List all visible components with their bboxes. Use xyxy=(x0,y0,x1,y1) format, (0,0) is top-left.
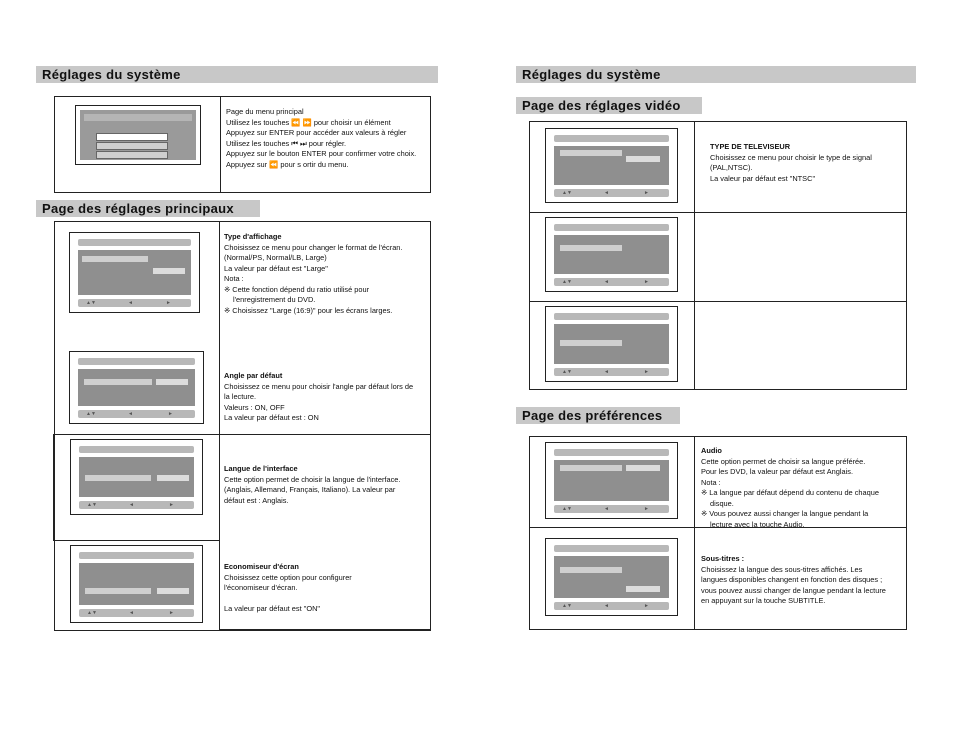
row-line: ※ Choisissez "Large (16:9)" pour les écrans larges. xyxy=(224,305,393,315)
border-bottom xyxy=(54,630,219,631)
default-angle-text xyxy=(224,371,434,424)
screen-value xyxy=(626,586,660,592)
screen-item xyxy=(560,567,622,573)
screen-nav-bar xyxy=(78,299,191,307)
divider xyxy=(220,97,221,192)
interface-language-text xyxy=(224,464,430,506)
instr-line: Appuyez sur ENTER pour accéder aux valeurs à régler xyxy=(226,128,407,137)
nav-left: ◄ xyxy=(604,369,609,375)
row-line xyxy=(224,594,430,605)
nav-left: ◄ xyxy=(604,603,609,609)
instr-line: Utilisez les touches ⏮ ⏭ pour régler. xyxy=(226,138,347,148)
border-left xyxy=(54,221,55,346)
screen-title-bar xyxy=(84,114,192,121)
screen-item xyxy=(84,379,152,385)
nav-left: ◄ xyxy=(604,190,609,196)
row-title: Type d'affichage xyxy=(224,232,282,241)
row-line: (Normal/PS, Normal/LB, Large) xyxy=(224,253,327,262)
row-default-angle-text-cell xyxy=(219,346,431,435)
divider xyxy=(219,435,220,540)
screen-item xyxy=(560,340,622,346)
nav-updown: ▲▼ xyxy=(86,300,96,306)
tv-type-text xyxy=(710,142,906,184)
subtitles-text xyxy=(701,554,906,607)
video-screen-3 xyxy=(545,306,678,382)
audio-text xyxy=(701,446,906,530)
video-screen-2 xyxy=(545,217,678,292)
screensaver-screen xyxy=(70,545,203,623)
section-header-system-left xyxy=(36,66,438,83)
row-line: Choisissez la langue des sous-titres affichés. Les xyxy=(701,564,863,574)
screen-value xyxy=(157,475,189,481)
row-line: défaut est : Anglais. xyxy=(224,495,289,505)
row-title: Audio xyxy=(701,446,722,455)
screen-title-bar xyxy=(554,135,669,142)
screen-value xyxy=(157,588,189,594)
row-line: (PAL,NTSC). xyxy=(710,163,753,172)
nav-right: ► xyxy=(644,603,649,609)
instr-line: Utilisez les touches ⏪ ⏩ pour choisir un élément xyxy=(226,117,391,127)
screen-value xyxy=(153,268,185,274)
audio-screen xyxy=(545,442,678,519)
screen-body xyxy=(554,235,669,274)
divider xyxy=(694,122,695,389)
screen-title-bar xyxy=(79,446,194,453)
screen-item xyxy=(85,475,151,481)
section-header-text: Page des préférences xyxy=(522,408,663,423)
screen-title-bar xyxy=(554,224,669,231)
instr-line: Page du menu principal xyxy=(226,107,304,116)
row-line: Cette option permet de choisir la langue de l'interface. xyxy=(224,474,401,484)
display-type-text xyxy=(224,232,430,316)
row-line: Valeurs : ON, OFF xyxy=(224,402,285,412)
row-line: Choisissez cette option pour configurer xyxy=(224,572,352,582)
screen-nav-bar xyxy=(554,278,669,286)
nav-right: ► xyxy=(644,279,649,285)
row-line: la lecture. xyxy=(224,392,257,401)
nav-left: ◄ xyxy=(128,300,133,306)
nav-updown: ▲▼ xyxy=(562,603,572,609)
row-title: Sous-titres : xyxy=(701,554,745,563)
nav-updown: ▲▼ xyxy=(86,411,96,417)
menu-option-2 xyxy=(96,142,168,150)
section-header-preferences xyxy=(516,407,680,424)
screen-value xyxy=(626,156,660,162)
nav-updown: ▲▼ xyxy=(87,502,97,508)
instr-line: Appuyez sur le bouton ENTER pour confirmer votre choix. xyxy=(226,149,417,158)
row-line: Nota : xyxy=(701,477,721,487)
divider xyxy=(694,437,695,629)
row-line: La valeur par défaut est "ON" xyxy=(224,604,321,613)
row-line: La valeur par défaut est "Large" xyxy=(224,263,328,273)
menu-option-1 xyxy=(96,133,168,141)
section-header-text: Page des réglages principaux xyxy=(42,201,234,216)
row-line: disque. xyxy=(710,498,734,508)
border-top xyxy=(54,221,219,222)
screen-title-bar xyxy=(79,552,194,559)
row-title: Angle par défaut xyxy=(224,371,283,380)
row-line: vous pouvez aussi changer de langue pendant la lecture xyxy=(701,585,886,595)
nav-left: ◄ xyxy=(604,279,609,285)
row-line: Choisissez ce menu pour choisir le type de signal xyxy=(710,152,872,162)
default-angle-screen xyxy=(69,351,204,424)
system-menu-box xyxy=(54,96,431,193)
screen-nav-bar xyxy=(554,189,669,197)
nav-right: ► xyxy=(166,300,171,306)
row-title: Economiseur d'écran xyxy=(224,562,299,571)
screen-item xyxy=(560,465,622,471)
nav-updown: ▲▼ xyxy=(87,610,97,616)
nav-left: ◄ xyxy=(604,506,609,512)
screen-item xyxy=(560,245,622,251)
row-line: ※ La langue par défaut dépend du contenu de chaque xyxy=(701,488,879,497)
display-type-screen xyxy=(69,232,200,313)
system-instructions xyxy=(226,107,431,170)
nav-left: ◄ xyxy=(129,502,134,508)
row-line: ※ Vous pouvez aussi changer la langue pendant la xyxy=(701,509,869,518)
screen-title-bar xyxy=(78,239,191,246)
nav-updown: ▲▼ xyxy=(562,506,572,512)
row-line: Pour les DVD, la valeur par défaut est Anglais. xyxy=(701,467,853,476)
screen-nav-bar xyxy=(554,602,669,610)
row-line: Choisissez ce menu pour changer le format de l'écran. xyxy=(224,242,403,252)
screen-value xyxy=(156,379,188,385)
row-divider xyxy=(530,301,906,302)
row-screensaver-text-cell xyxy=(219,540,431,631)
nav-right: ► xyxy=(169,502,174,508)
screen-title-bar xyxy=(554,313,669,320)
row-line: Choisissez ce menu pour choisir l'angle par défaut lors de xyxy=(224,381,414,391)
section-header-text: Page des réglages vidéo xyxy=(522,98,681,113)
menu-option-3 xyxy=(96,151,168,159)
row-line: en appuyant sur la touche SUBTITLE. xyxy=(701,596,826,605)
screen-item xyxy=(85,588,151,594)
nav-updown: ▲▼ xyxy=(562,369,572,375)
screen-title-bar xyxy=(554,449,669,456)
screen-nav-bar xyxy=(554,505,669,513)
row-divider xyxy=(530,212,906,213)
row-line: lecture avec la touche Audio. xyxy=(710,519,805,529)
screensaver-text xyxy=(224,562,430,615)
screen-value xyxy=(626,465,660,471)
row-line: ※ Cette fonction dépend du ratio utilisé pour xyxy=(224,284,370,294)
screen-item xyxy=(82,256,148,262)
nav-right: ► xyxy=(168,411,173,417)
screen-nav-bar xyxy=(78,410,195,418)
row-display-type-text-cell xyxy=(219,221,431,347)
screen-nav-bar xyxy=(79,501,194,509)
screen-body xyxy=(78,369,195,406)
row-line: Nota : xyxy=(224,274,244,283)
row-line: l'économiseur d'écran. xyxy=(224,583,298,592)
tv-type-screen xyxy=(545,128,678,203)
interface-language-screen xyxy=(70,439,203,515)
section-header-text: Réglages du système xyxy=(42,67,181,82)
nav-right: ► xyxy=(644,369,649,375)
screen-nav-bar xyxy=(79,609,194,617)
subtitles-screen xyxy=(545,538,678,616)
section-header-main-settings xyxy=(36,200,260,217)
screen-nav-bar xyxy=(554,368,669,376)
nav-left: ◄ xyxy=(128,411,133,417)
row-line: langues disponibles changent en fonction des disques ; xyxy=(701,575,883,584)
row-title: TYPE DE TELEVISEUR xyxy=(710,142,791,151)
nav-left: ◄ xyxy=(129,610,134,616)
nav-right: ► xyxy=(644,190,649,196)
row-line: La valeur par défaut est : ON xyxy=(224,413,319,422)
screen-item xyxy=(560,150,622,156)
section-header-text: Réglages du système xyxy=(522,67,661,82)
nav-updown: ▲▼ xyxy=(562,279,572,285)
row-line: (Anglais, Allemand, Français, Italiano). La valeur par xyxy=(224,485,396,494)
nav-updown: ▲▼ xyxy=(562,190,572,196)
border-left xyxy=(54,346,55,631)
row-title: Langue de l'interface xyxy=(224,464,298,473)
instr-line: Appuyez sur ⏪ pour s ortir du menu. xyxy=(226,159,349,169)
nav-right: ► xyxy=(644,506,649,512)
section-header-video xyxy=(516,97,702,114)
row-line: La valeur par défaut est "NTSC" xyxy=(710,173,816,183)
screen-title-bar xyxy=(78,358,195,365)
screen-body xyxy=(79,563,194,605)
screen-title-bar xyxy=(554,545,669,552)
nav-right: ► xyxy=(169,610,174,616)
row-line: l'enregistrement du DVD. xyxy=(233,295,316,304)
main-menu-screen xyxy=(75,105,201,165)
section-header-system-right xyxy=(516,66,916,83)
row-line: Cette option permet de choisir sa langue préférée. xyxy=(701,456,866,466)
